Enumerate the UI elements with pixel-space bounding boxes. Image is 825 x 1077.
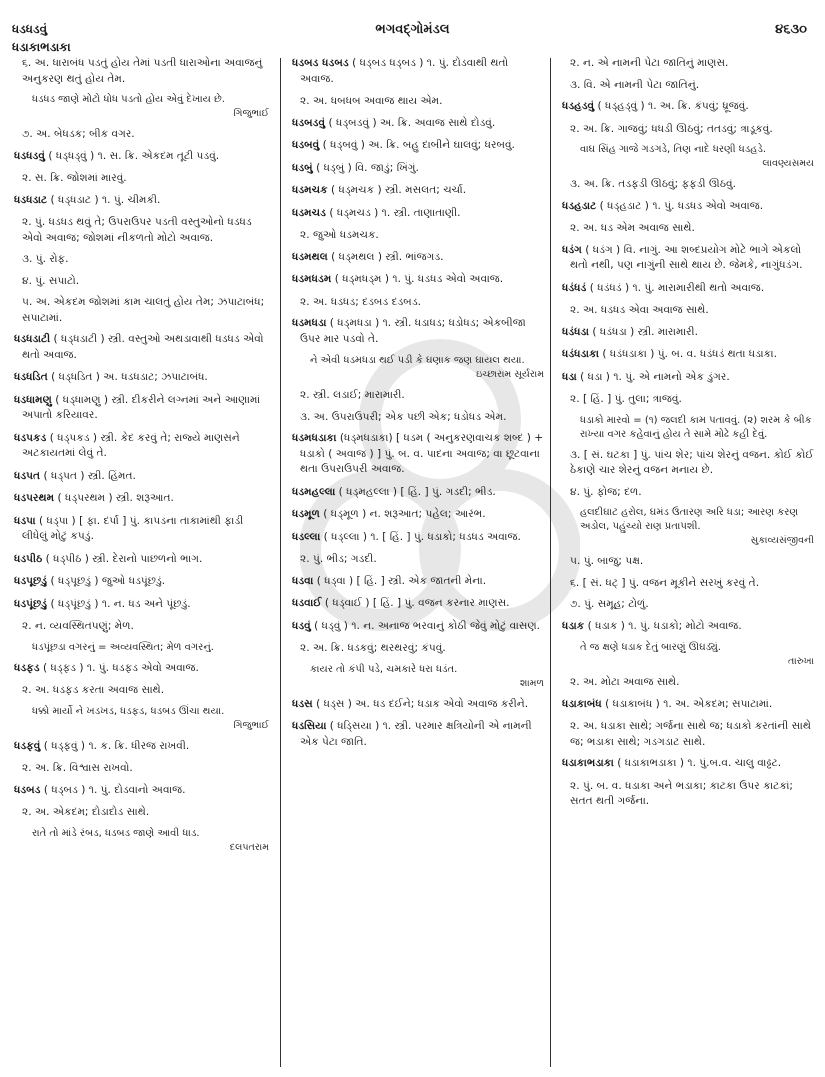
dictionary-entry bbox=[14, 149, 269, 165]
entry-pronunciation: ( ધડ્સિયા ) bbox=[329, 720, 380, 732]
entry-headword: ધડપરથમ bbox=[14, 492, 55, 504]
entry-pronunciation: ( ધડ્મધડા ) bbox=[329, 317, 380, 329]
entry-sense: ૭. અ. બેધડક; બીક વગર. bbox=[22, 128, 135, 140]
dictionary-entry bbox=[292, 619, 544, 635]
entry-definition: સ્ત્રી. શરૂઆત. bbox=[116, 492, 174, 504]
dictionary-entry bbox=[292, 272, 544, 288]
entry-sense: ૩. અ. ઉપરાઉપરી; એક પછી એક; ધડોધડ એમ. bbox=[300, 410, 507, 423]
entry-definition: વિ. નાગું. આ શબ્દપ્રયોગ મોટે ભાગે એકલો થતો નથી, પણ નાગુંની સાથે થાય છે. જેમકે, નાગુંધડંગ. bbox=[570, 243, 803, 271]
entry-definition: ૧. સ્ત્રી. પરમાર ક્ષત્રિયોની એ નામની એક પેટા જાતિ. bbox=[300, 720, 532, 748]
entry-headword: ધડાક bbox=[562, 619, 585, 632]
entry-headword: ધડમધડા bbox=[292, 317, 327, 329]
entry-quotation bbox=[580, 414, 814, 442]
entry-sense: ૩. અ. ક્રિ. તડફડી ઊઠવું; ફફડી ઊઠવું. bbox=[570, 178, 737, 190]
entry-headword: ધડબવું bbox=[292, 139, 320, 151]
entry-pronunciation: ( ધડ્મચક ) bbox=[330, 184, 382, 196]
dictionary-entry bbox=[292, 138, 544, 154]
quotation-text: ધક્કો માર્યો ને ખડખડ, ધડફડ, ધડબડ ઊંચા થયા. bbox=[32, 705, 225, 717]
entry-sense: ૬. [ સં. ધટ્ ] પું. વજન મૂકીને સરખું કરવું તે. bbox=[570, 576, 760, 589]
entry-headword: ધડમહલ્લા bbox=[292, 485, 336, 498]
entry-definition: અ. ધડધડાટ; ઝપાટાબંધ. bbox=[103, 371, 208, 383]
entry-pronunciation: ( ધડ્પૂછડું ) bbox=[50, 575, 99, 587]
dictionary-entry bbox=[562, 243, 814, 274]
dictionary-entry bbox=[562, 281, 814, 297]
entry-headword: ધડધડાટ bbox=[14, 193, 48, 206]
quotation-attribution: સુકાવ્યસંજીવની bbox=[750, 535, 814, 546]
entry-sense: ૨. અ. ધડ એમ અવાજ સાથે. bbox=[570, 222, 695, 234]
entry-pronunciation: ( ધડ્ધડ્વું ) bbox=[48, 149, 95, 162]
dictionary-entry bbox=[292, 161, 544, 177]
entry-headword: ધડંગ bbox=[562, 243, 582, 256]
entry-definition: ૧. ન. ધડ અને પૂંછડું. bbox=[101, 597, 191, 610]
page-title: ભગવદ્ગોમંડલ bbox=[375, 22, 450, 37]
dictionary-entry bbox=[292, 719, 544, 750]
dictionary-entry bbox=[292, 697, 544, 713]
entry-sense: ૩. વિ. એ નામની પેટા જાતિનું. bbox=[570, 78, 700, 91]
quotation-text: ને એવી ધડમધડા થઈ પડી કે ઘણાક જણ ઘાયલ થયા. bbox=[310, 355, 525, 366]
entry-pronunciation: ( ધડ્વું ) bbox=[314, 619, 348, 632]
entry-pronunciation: ( ધડ્મૂળ ) bbox=[323, 508, 367, 520]
dictionary-entry bbox=[14, 393, 269, 424]
quotation-attribution: લાવણ્યસમય bbox=[762, 158, 814, 169]
entry-definition: ૧. પું. એ નામનો એક ડુંગર. bbox=[613, 370, 730, 383]
entry-sense: ૨. સ. ક્રિ. જોશમાં મારવું. bbox=[22, 172, 127, 184]
dictionary-entry bbox=[292, 56, 544, 87]
entry-pronunciation: ( ધડાક ) bbox=[587, 619, 625, 632]
entry-sense: ૨. અ. ક્રિ. વિશ્વાસ રાખવો. bbox=[22, 762, 133, 774]
dictionary-entry bbox=[562, 199, 814, 215]
dictionary-entry bbox=[14, 431, 269, 462]
entry-headword: ધડધડવું bbox=[14, 149, 45, 162]
column-3 bbox=[562, 56, 814, 1071]
entry-sense: ૩. પું. રોફ. bbox=[22, 253, 69, 265]
entry-pronunciation: ( ધડ્પા ) bbox=[39, 514, 76, 527]
entry-pronunciation: ( ધડ્લ્લા ) bbox=[323, 530, 367, 543]
entry-headword: ધડફડ bbox=[14, 661, 40, 674]
entry-quotation bbox=[32, 705, 269, 733]
dictionary-entry bbox=[14, 597, 269, 613]
entry-pronunciation: ( ધડ્વાઈ ) bbox=[324, 597, 370, 609]
entry-headword: ધડમચક bbox=[292, 184, 328, 196]
entry-definition: ૧. પું. ધડફડ એવો અવાજ. bbox=[86, 661, 199, 674]
entry-sense: ૨. અ. ક્રિ. ગાજવું; ધધડી ઊઠવું; તતડવું; ત્રાડૂકવું. bbox=[570, 122, 773, 135]
entry-definition: ૧. ન. અનાજ ભરવાનું કોઠી જેવું મોટું વાસણ. bbox=[351, 619, 541, 632]
entry-headword: ધડમધડાકા bbox=[292, 432, 337, 444]
column-divider bbox=[550, 58, 551, 1067]
entry-pronunciation: ( ધડ્બું ) bbox=[316, 161, 352, 174]
entry-headword: ધડમથલ bbox=[292, 250, 328, 263]
entry-pronunciation: ( ધડ્વા ) bbox=[316, 574, 354, 587]
entry-headword: ધડપત bbox=[14, 469, 41, 482]
entry-pronunciation: ( ધડ્મથલ ) bbox=[331, 250, 382, 263]
entry-definition: વિ. જાડું; ખિંગું. bbox=[355, 161, 419, 174]
entry-pronunciation: ( ધડ્પીઠ ) bbox=[45, 552, 89, 565]
dictionary-entry bbox=[14, 491, 269, 507]
dictionary-entry bbox=[14, 783, 269, 799]
entry-definition: ૧. પું. ધડધડ એવો અવાજ. bbox=[652, 199, 764, 212]
dictionary-entry bbox=[14, 739, 269, 755]
entry-definition: ૧. સ. ક્રિ. એકદમ તૂટી પડવું. bbox=[97, 149, 220, 162]
entry-headword: ધડહડાટ bbox=[562, 199, 597, 212]
entry-pronunciation: ( ધડ્પત ) bbox=[43, 469, 85, 482]
entry-definition: સ્ત્રી. દીકરીને લગ્નમાં અને આણામાં અપાતો કરિયાવર. bbox=[22, 393, 261, 421]
entry-quotation bbox=[32, 641, 269, 655]
entry-sense: ૨. પું. બ. વ. ધડાકા અને ભડાકા; કાટકા ઉપર કાટકાં; સતત થતી ગર્જના. bbox=[570, 779, 793, 807]
entry-pronunciation: ( ધડંગ ) bbox=[585, 243, 621, 256]
entry-headword: ધડધડાટી bbox=[14, 333, 51, 345]
entry-sense: ૨. ન. એ નામની પેટા જાતિનું માણસ. bbox=[570, 57, 729, 69]
entry-headword: ધડફવું bbox=[14, 739, 41, 752]
entry-definition: સ્ત્રી. હિંમત. bbox=[87, 469, 136, 482]
dictionary-entry bbox=[562, 347, 814, 363]
entry-pronunciation: ( ધડ્સ ) bbox=[316, 697, 352, 710]
entry-pronunciation: ( ધડ્ફવું ) bbox=[43, 739, 86, 752]
entry-pronunciation: ( ધડ્બડ ) bbox=[43, 783, 86, 796]
entry-sense: ૨. પું. ભીડ; ગડદી. bbox=[300, 553, 377, 565]
entry-pronunciation: ( ધડ્ધડિત ) bbox=[51, 371, 100, 383]
dictionary-entry bbox=[14, 469, 269, 485]
entry-pronunciation: ( ધડાકાબંધ ) bbox=[605, 697, 660, 710]
quotation-text: તે જ ક્ષણે ધડાક દેતું બારણું ઊઘડ્યું. bbox=[580, 642, 721, 653]
entry-definition: જુઓ ધડપૂંછડું. bbox=[101, 575, 166, 587]
quotation-text: કાયર તો કંપી પડે, ચમકારે ધરા ધડંત. bbox=[310, 663, 458, 675]
dictionary-entry bbox=[292, 485, 544, 501]
quotation-attribution: શામળ bbox=[519, 677, 544, 689]
entry-pronunciation: ( ધડ્બડવું ) bbox=[328, 116, 377, 129]
dictionary-entry bbox=[14, 514, 269, 545]
entry-headword: ધડમચડ bbox=[292, 206, 326, 219]
entry-pronunciation: ( ધડ્ધામણુ ) bbox=[55, 393, 109, 406]
dictionary-entry bbox=[562, 619, 814, 635]
entry-pronunciation: ( ધડ્બવું ) bbox=[322, 139, 365, 151]
entry-sense: ૨. જુઓ ધડમચક. bbox=[300, 229, 379, 241]
quotation-attribution: દલપતરામ bbox=[229, 841, 269, 853]
quotation-text: ધડપૂંછડા વગરનું = અવ્યવસ્થિત; મેળ વગરનું. bbox=[32, 641, 214, 653]
entry-headword: ધડબડ ધડબડ bbox=[292, 57, 349, 69]
dictionary-entry bbox=[292, 183, 544, 199]
entry-quotation bbox=[32, 93, 269, 121]
entry-definition: ૧. પું.બ.વ. ચાલુ વાઢ્ઢટ. bbox=[687, 757, 782, 769]
entry-definition: ૧. ક. ક્રિ. ધીરજ રાખવી. bbox=[88, 739, 190, 752]
entry-headword: ધડંધડા bbox=[562, 325, 589, 338]
entry-sense: ૨. અ. ધબધબ અવાજ થાય એમ. bbox=[300, 95, 443, 107]
entry-sense: ૨. અ. ધડફડ કરતા અવાજ સાથે. bbox=[22, 684, 165, 696]
entry-headword: ધડાકાબંધ bbox=[562, 697, 602, 710]
entry-headword: ધડબું bbox=[292, 161, 313, 174]
entry-pronunciation: ( ધડ્પૂંછડું ) bbox=[50, 597, 99, 610]
entry-quotation bbox=[580, 506, 814, 548]
dictionary-entry bbox=[562, 325, 814, 341]
entry-definition: ૧. પું. દોડવાનો અવાજ. bbox=[88, 783, 186, 796]
entry-pronunciation: ( ધડ્મહલ્લા ) bbox=[338, 485, 397, 498]
entry-pronunciation: ( ધડ્હડ્વું ) bbox=[597, 100, 645, 112]
entry-quotation bbox=[310, 663, 544, 691]
entry-headword: ધડસ bbox=[292, 697, 313, 710]
entry-sense: ૨. પું. ધડધડ થવું તે; ઉપરાઉપર પડતી વસ્તુઓનો ધડધડ એવો અવાજ; જોશમાં નીકળતો મોટો અવાજ. bbox=[22, 216, 252, 244]
entry-headword: ધડપકડ bbox=[14, 431, 47, 444]
entry-headword: ધડમૂળ bbox=[292, 508, 320, 520]
entry-definition: ૧. પું. ચીમકી. bbox=[101, 193, 161, 206]
entry-pronunciation: ( ધડાકાભડાકા ) bbox=[617, 757, 684, 769]
entry-definition: ૧. સ્ત્રી. તાણાતાણી. bbox=[381, 206, 461, 219]
entry-headword: ધડલ્લા bbox=[292, 530, 321, 543]
entry-definition: ૧. [ હિં. ] પું. ધડાકો; ધડધડ અવાજ. bbox=[370, 530, 521, 543]
entry-sense: ૨. [ હિં. ] પું. તુલા; ત્રાજવું. bbox=[570, 393, 682, 405]
entry-headword: ધડધામણુ bbox=[14, 393, 52, 406]
entry-definition: ન. શરૂઆત; પહેલ; આરંભ. bbox=[369, 508, 486, 520]
quotation-attribution: તારુખા bbox=[788, 656, 814, 667]
entry-definition: ૧. પું. ધડધડ એવો અવાજ. bbox=[392, 273, 504, 285]
entry-quotation bbox=[310, 354, 544, 382]
entry-sense: ૨. અ. એકદમ; દોડાદોડ સાથે. bbox=[22, 806, 150, 818]
entry-headword: ધડમધડમ bbox=[292, 273, 332, 285]
entry-quotation bbox=[580, 641, 814, 669]
entry-pronunciation: ( ધડ્બડ ધડ્બડ ) bbox=[352, 57, 424, 69]
entry-pronunciation: ( ધડ્મચડ ) bbox=[329, 206, 379, 219]
entry-quotation bbox=[580, 143, 814, 171]
dictionary-entry bbox=[292, 574, 544, 590]
entry-headword: ધડંધડાકા bbox=[562, 348, 600, 360]
entry-sense: ૭. પું. સમૂહ; ટોળું. bbox=[570, 598, 649, 610]
entry-sense: ૪. પું. સપાટો. bbox=[22, 274, 80, 287]
entry-definition: ૧. પું. દોડવાથી થતો અવાજ. bbox=[300, 57, 509, 85]
entry-sense: ૨. અ. મોટા અવાજ સાથે. bbox=[570, 676, 680, 688]
dictionary-entry bbox=[562, 756, 814, 772]
dictionary-entry bbox=[14, 552, 269, 568]
entry-sense: ૨. સ્ત્રી. લડાઈ; મારામારી. bbox=[300, 389, 405, 401]
entry-sense: ૫. અ. એકદમ જોશમાં કામ ચાલતું હોય તેમ; ઝપાટાબંધ; સપાટામાં. bbox=[22, 296, 265, 324]
dictionary-entry bbox=[14, 370, 269, 386]
entry-sense: ૨. અ. ધડાકા સાથે; ગર્જના સાથે જ; ધડાકો કરતાંની સાથે જ; ભડાકા સાથે; ગડગડાટ સાથે. bbox=[570, 720, 811, 748]
entry-pronunciation: ( ધડા ) bbox=[580, 370, 610, 383]
entry-definition: ૧. પું. મારામારીથી થતો અવાજ. bbox=[632, 281, 765, 294]
dictionary-entry bbox=[292, 530, 544, 546]
entry-pronunciation: ( ધડ્ધડાટી ) bbox=[53, 333, 105, 345]
entry-definition: સ્ત્રી. કેદ કરવું તે; રાજ્યે માણસને અટકાયતમાં લેવું તે. bbox=[22, 431, 240, 459]
entry-headword: ધડવાઈ bbox=[292, 597, 322, 609]
quotation-attribution: ઇચ્છારામ સૂર્યરામ bbox=[476, 369, 544, 380]
entry-pronunciation: (ધડ્મધડાકા) bbox=[339, 432, 393, 444]
quotation-text: રાતે તો માંડે રંબડ, ધડબડ જાણે આવી ધાડ. bbox=[32, 827, 200, 839]
entry-sense: ૬. અ. ધારાબંધ પડતું હોય તેમાં પડતી ધારાઓના અવાજનું અનુકરણ થતું હોય તેમ. bbox=[22, 57, 263, 85]
dictionary-entry bbox=[292, 596, 544, 612]
entry-pronunciation: ( ધડંધડા ) bbox=[592, 325, 635, 338]
entry-definition: સ્ત્રી. દેરાનો પાછળનો ભાગ. bbox=[92, 552, 203, 565]
entry-definition: સ્ત્રી. મસલત; ચર્ચા. bbox=[384, 184, 467, 196]
dictionary-entry bbox=[562, 370, 814, 386]
entry-definition: [ હિં. ] પું. વજન કરનાર માણસ. bbox=[372, 597, 510, 609]
entry-pronunciation: ( ધડંધડં ) bbox=[589, 281, 630, 294]
entry-headword: ધડાકાભડાકા bbox=[562, 757, 614, 769]
guide-word-last: ધડાકાભડાકા bbox=[12, 40, 71, 54]
dictionary-entry bbox=[562, 99, 814, 115]
entry-definition: [ ધડમ ( અનુકરણવાચક શબ્દ ) + ધડાકો ( અવાજ ) ] પું. બ. વ. પાદના અવાજ; વા છૂટવાના થતા ઉપરાઉપરી અવાજ. bbox=[300, 432, 544, 475]
entry-headword: ધડવું bbox=[292, 619, 311, 632]
dictionary-entry bbox=[562, 697, 814, 713]
dictionary-entry bbox=[292, 206, 544, 222]
column-divider bbox=[280, 58, 281, 1067]
entry-pronunciation: ( ધડ્મધડ્મ ) bbox=[334, 273, 389, 285]
entry-sense: ૫. પું. બાજુ; પક્ષ. bbox=[570, 555, 644, 567]
entry-definition: સ્ત્રી. ભાંજગડ. bbox=[385, 250, 444, 263]
entry-headword: ધડબડ bbox=[14, 783, 41, 796]
quotation-text: વાઘ સિંહ ગાજે ગડગડે, તિણ નાદે ધરણી ધડહડે. bbox=[580, 144, 767, 155]
entry-headword: ધડહડવું bbox=[562, 100, 595, 112]
dictionary-entry bbox=[14, 574, 269, 590]
entry-pronunciation: ( ધડ્ધડાટ ) bbox=[50, 193, 99, 206]
entry-definition: અ. ક્રિ. અવાજ સાથે દોડવું. bbox=[379, 116, 496, 129]
entry-sense: ૨. અ. ક્રિ. ધડકવું; થરથરવું; કંપવું. bbox=[300, 642, 446, 654]
dictionary-entry bbox=[292, 507, 544, 523]
quotation-text: હલદીઘાટ હરોલ, ઘમંડ ઉતારણ અરિ ધડા; આરણ કરણ અડોલ, પહુંચ્યો રાણ પ્રતાપશી. bbox=[580, 507, 799, 532]
entry-sense: ૩. [ સં. ઘટકા ] પું. પાંચ શેર; પાંચ શેરનું વજન. કોઈ કોઈ ઠેકાણે ચાર શેરનું વજન મનાય છે. bbox=[570, 448, 814, 476]
entry-sense: ૨. અ. ધડધડ; દડબડ દડબડ. bbox=[300, 295, 422, 308]
dictionary-entry bbox=[292, 116, 544, 132]
page-header bbox=[0, 0, 825, 54]
entry-headword: ધડધડિત bbox=[14, 371, 48, 383]
column-1 bbox=[14, 56, 269, 1071]
dictionary-entry bbox=[14, 661, 269, 677]
entry-definition: અ. ક્રિ. બહુ દાબીને ઘાલવું; ધરબવું. bbox=[368, 139, 515, 151]
quotation-text: ધડધડ જાણે મોટો ધોધ પડતો હોય એવું દેખાય છે. bbox=[32, 94, 225, 105]
column-2 bbox=[292, 56, 544, 1071]
quotation-attribution: ગિજુભાઈ bbox=[233, 108, 269, 119]
dictionary-entry bbox=[14, 193, 269, 209]
entry-pronunciation: ( ધડ્ફડ ) bbox=[42, 661, 84, 674]
entry-definition: ૧. પું. ધડાકો; મોટો અવાજ. bbox=[628, 619, 742, 632]
entry-headword: ધડંધડં bbox=[562, 281, 587, 294]
dictionary-entry bbox=[14, 332, 269, 363]
entry-headword: ધડપૂછડું bbox=[14, 575, 48, 587]
entry-definition: સ્ત્રી. વસ્તુઓ અથડાવાથી ધડધડ એવો થતો અવાજ. bbox=[22, 333, 264, 361]
entry-definition: [ હિં. ] સ્ત્રી. એક જાતની મેના. bbox=[356, 574, 487, 587]
entry-definition: ૧. સ્ત્રી. ધડાધડ; ધડોધડ; એકબીજા ઉપર માર પડવો તે. bbox=[300, 317, 526, 345]
entry-headword: ધડપા bbox=[14, 514, 36, 527]
entry-headword: ધડબડવું bbox=[292, 116, 326, 129]
entry-definition: પું. બ. વ. ધડંધડં થતા ધડાકા. bbox=[657, 348, 778, 360]
entry-headword: ધડપીઠ bbox=[14, 552, 43, 565]
entry-definition: [ હિં. ] પું. ગડદી; ભીડ. bbox=[400, 485, 496, 498]
entry-definition: ૧. અ. એકદમ; સપાટામાં. bbox=[663, 697, 773, 710]
entry-headword: ધડવા bbox=[292, 574, 314, 587]
entry-headword: ધડસિયા bbox=[292, 720, 327, 732]
entry-pronunciation: ( ધડ્પકડ ) bbox=[49, 431, 98, 444]
entry-quotation bbox=[32, 827, 269, 855]
entry-pronunciation: ( ધડંધડાકા ) bbox=[602, 348, 655, 360]
entry-definition: સ્ત્રી. મારામારી. bbox=[637, 325, 698, 338]
entry-definition: અ. ધડ દઈને; ધડાક એવો અવાજ કરીને. bbox=[355, 697, 529, 710]
entry-headword: ધડપૂંછડું bbox=[14, 597, 48, 610]
quotation-text: ધડાકો મારવો = (૧) જલદી કામ પતાવવું. (૨) શરમ કે બીક રાખ્યા વગર કહેવાનું હોય તે સામે મોઢે કહી દેવું. bbox=[580, 414, 812, 440]
entry-sense: ૨. ન. વ્યવસ્થિતપણું; મેળ. bbox=[22, 620, 134, 632]
entry-definition: [ ફા. દર્પા ] પું. કાપડના તાકામાંથી ફાડી લીધેલું મોટું કપડું. bbox=[22, 514, 244, 542]
dictionary-entry bbox=[292, 316, 544, 347]
entry-sense: ૪. પું. ફોજ; દળ. bbox=[570, 485, 642, 498]
page-number: ૪૬૩૦ bbox=[775, 22, 807, 37]
dictionary-entry bbox=[292, 250, 544, 266]
dictionary-entry bbox=[292, 431, 544, 478]
quotation-attribution: ગિજુભાઈ bbox=[233, 719, 269, 731]
entry-pronunciation: ( ધડ્પરથમ ) bbox=[57, 492, 113, 504]
guide-word-first: ધડધડવું bbox=[12, 22, 48, 36]
entry-headword: ધડા bbox=[562, 370, 577, 383]
entry-pronunciation: ( ધડ્હડાટ ) bbox=[599, 199, 649, 212]
entry-definition: ૧. અ. ક્રિ. કંપવું; ધ્રૂજવું. bbox=[648, 100, 749, 112]
entry-sense: ૨. અ. ધડધડ એવા અવાજ સાથે. bbox=[570, 304, 709, 316]
